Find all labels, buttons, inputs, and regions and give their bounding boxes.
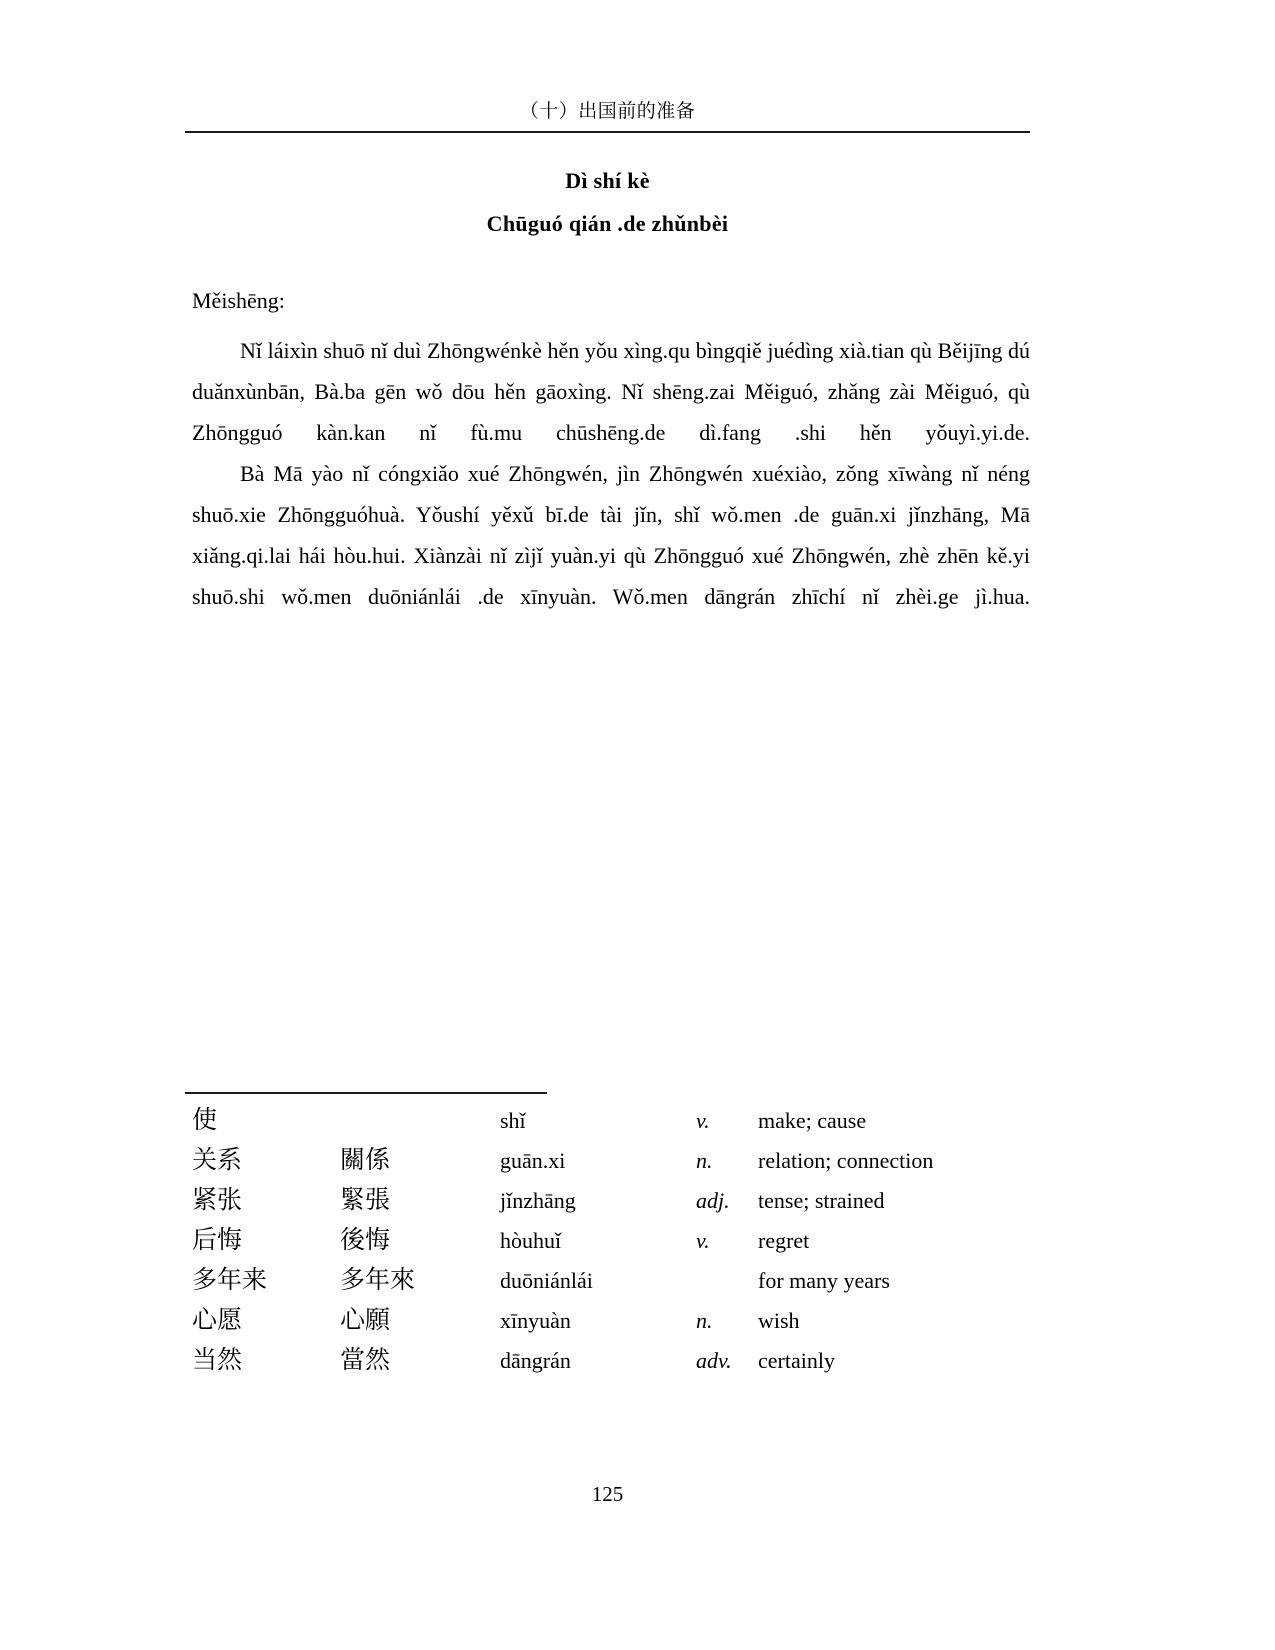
vocabulary-table bbox=[192, 1100, 1032, 1380]
vocab-pinyin: xīnyuàn bbox=[500, 1308, 571, 1333]
vocab-definition: tense; strained bbox=[758, 1188, 885, 1213]
lesson-title: Dì shí kè bbox=[565, 168, 650, 193]
vocab-simplified: 当然 bbox=[192, 1345, 243, 1374]
vocab-part-of-speech bbox=[696, 1260, 758, 1300]
vocab-definition: certainly bbox=[758, 1348, 835, 1373]
letter-paragraph-2 bbox=[192, 453, 1030, 658]
vocab-pinyin: shǐ bbox=[500, 1108, 526, 1133]
vocab-definition: make; cause bbox=[758, 1108, 867, 1133]
vocab-part-of-speech: n. bbox=[696, 1308, 713, 1333]
letter-salutation: Měishēng: bbox=[192, 288, 285, 313]
header-rule bbox=[185, 131, 1030, 133]
vocab-simplified: 紧张 bbox=[192, 1185, 243, 1214]
vocab-simplified: 后悔 bbox=[192, 1225, 243, 1254]
vocab-pinyin: jǐnzhāng bbox=[500, 1188, 576, 1213]
vocab-simplified: 关系 bbox=[192, 1145, 243, 1174]
vocab-part-of-speech: v. bbox=[696, 1228, 710, 1253]
vocab-simplified: 多年来 bbox=[192, 1265, 268, 1294]
paragraph-text: Bà Mā yào nǐ cóngxiǎo xué Zhōngwén, jìn Zhōngwén xuéxiào, zǒng xīwàng nǐ néng shuō.xie Zhōngguóhuà. Yǒushí yěxǔ bī.de tài jǐn, shǐ wǒ.men .de guān.xi jǐnzhāng, Mā xiǎng.qi.lai hái hòu.hui. Xiànzài nǐ zìjǐ yuàn.yi qù Zhōngguó xué Zhōngwén, zhè zhēn kě.yi shuō.shi wǒ.men duōniánlái .de xīnyuàn. Wǒ.men dāngrán zhīchí nǐ zhèi.ge jì.hua. bbox=[192, 461, 1030, 609]
vocab-part-of-speech: adj. bbox=[696, 1188, 730, 1213]
vocab-simplified: 使 bbox=[192, 1105, 218, 1134]
lesson-subtitle: Chūguó qián .de zhǔnbèi bbox=[486, 211, 729, 236]
vocab-definition: relation; connection bbox=[758, 1148, 934, 1173]
vocab-traditional: 後悔 bbox=[340, 1225, 391, 1254]
running-head: （十）出国前的准备 bbox=[519, 101, 696, 122]
vocabulary-rule bbox=[185, 1092, 547, 1094]
vocab-part-of-speech: adv. bbox=[696, 1348, 732, 1373]
table-row bbox=[192, 1220, 1032, 1260]
vocab-pinyin: hòuhuǐ bbox=[500, 1228, 562, 1253]
vocab-traditional: 緊張 bbox=[340, 1185, 391, 1214]
vocab-part-of-speech: v. bbox=[696, 1108, 710, 1133]
vocab-part-of-speech: n. bbox=[696, 1148, 713, 1173]
table-row bbox=[192, 1100, 1032, 1140]
vocab-pinyin: dāngrán bbox=[500, 1348, 571, 1373]
table-row bbox=[192, 1140, 1032, 1180]
table-row bbox=[192, 1300, 1032, 1340]
vocab-definition: for many years bbox=[758, 1268, 890, 1293]
vocab-traditional: 當然 bbox=[340, 1345, 391, 1374]
vocab-traditional: 多年來 bbox=[340, 1265, 416, 1294]
vocab-pinyin: guān.xi bbox=[500, 1148, 566, 1173]
vocab-traditional: 關係 bbox=[340, 1145, 391, 1174]
vocab-traditional: 心願 bbox=[340, 1305, 391, 1334]
vocab-definition: regret bbox=[758, 1228, 810, 1253]
vocab-simplified: 心愿 bbox=[192, 1305, 243, 1334]
page-number: 125 bbox=[591, 1482, 624, 1506]
table-row bbox=[192, 1180, 1032, 1220]
table-row bbox=[192, 1260, 1032, 1300]
vocab-pinyin: duōniánlái bbox=[500, 1268, 593, 1293]
vocab-definition: wish bbox=[758, 1308, 800, 1333]
table-row bbox=[192, 1340, 1032, 1380]
paragraph-text: Nǐ láixìn shuō nǐ duì Zhōngwénkè hěn yǒu xìng.qu bìngqiě juédìng xià.tian qù Běijīng dú duǎnxùnbān, Bà.ba gēn wǒ dōu hěn gāoxìng. Nǐ shēng.zai Měiguó, zhǎng zài Měiguó, qù Zhōngguó kàn.kan nǐ fù.mu chūshēng.de dì.fang .shi hěn yǒuyì.yi.de. bbox=[192, 338, 1030, 445]
vocab-traditional bbox=[340, 1100, 500, 1140]
